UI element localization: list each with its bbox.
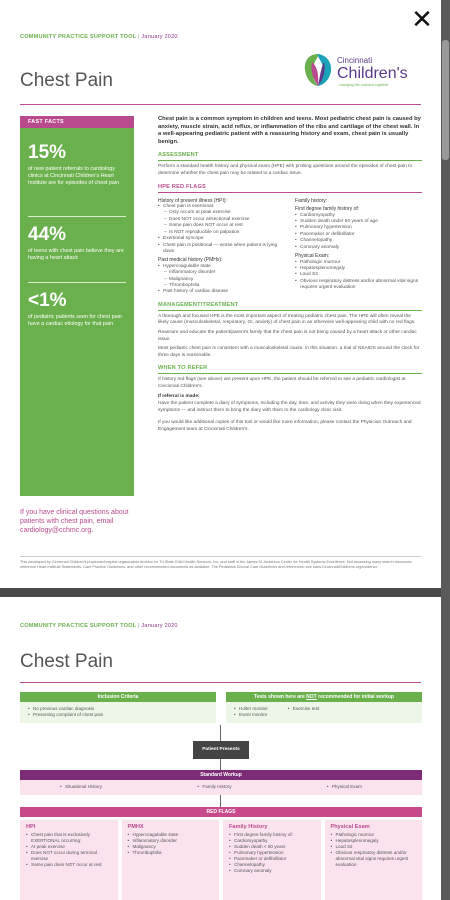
inclusion-criteria-box: [20, 692, 216, 723]
red-flag-column: [122, 820, 220, 900]
red-flag-item: • Chest pain is exertional:: [158, 204, 285, 210]
red-flag-item: • Channelopathy: [295, 238, 422, 244]
workup-item: • Family History: [197, 784, 231, 790]
red-flag-item: – Malignancy: [158, 277, 285, 283]
management-paragraph: Most pediatric chest pain is consistent with a musculoskeletal cause. In this situation, a trial of NSAIDS around the clock for three days is reasonable.: [158, 346, 420, 358]
main-content-column: [158, 116, 422, 434]
title-divider: [20, 682, 421, 683]
fact-number: 44%: [28, 224, 67, 245]
red-flag-subheading: First degree family history of:: [295, 206, 360, 213]
tests-list: [226, 702, 422, 723]
red-flag-column-item: • First degree family history of:: [229, 832, 315, 838]
red-flag-column-heading: Family History: [229, 824, 268, 830]
page-footnote: This developed by Cincinnati Children's physician/hospital organization division for Tri-State Child Health Services, Inc. and staff in the James M. Anderson Center for Health Systems Excellence. Not assessing many search resources: reference Heart Institute Statements, Care Practice Guidelines, and other recommended documents as available. The Pediatrics Clinical Care Guidelines and references: see www.CincinnatiChildrens.org/evidence.: [20, 556, 421, 570]
red-flag-subheading: Past medical history (PMHx):: [158, 257, 223, 264]
red-flag-item: • Pathologic murmur: [295, 260, 422, 266]
test-item: • Event monitor: [234, 712, 268, 718]
inclusion-list: [20, 702, 216, 723]
eyebrow-date: January 2020: [141, 623, 178, 629]
eyebrow-date: January 2020: [141, 34, 178, 40]
page-eyebrow: [20, 34, 178, 40]
red-flag-column-item: • Sudden death < 50 years: [229, 844, 315, 850]
red-flag-column-item: • Pacemaker or defibrillator: [229, 856, 315, 862]
workup-item: • Physical Exam: [327, 784, 362, 790]
red-flag-item: • Loud S2: [295, 272, 422, 278]
vertical-scrollbar[interactable]: [441, 0, 450, 900]
red-flag-column-item: • Channelopathy: [229, 862, 315, 868]
fact-divider: [28, 216, 126, 217]
scrollbar-thumb[interactable]: [442, 40, 449, 160]
management-paragraph: A thorough and focused HPE is the most important aspect of treating pediatric chest pain. The HPE will often reveal the likely cause (musculoskeletal, respiratory, GI, anxiety) of chest pain in an otherwise well-appearing child with no red flags.: [158, 313, 416, 326]
fast-facts-heading: FAST FACTS: [20, 116, 134, 128]
flow-connector: [220, 725, 221, 741]
assessment-heading: ASSESSMENT: [158, 152, 422, 161]
red-flag-item: • Coronary anomaly: [295, 245, 422, 251]
intro-paragraph: Chest pain is a common symptom in children and teens. Most pediatric chest pain is caused by anxiety, muscle strain, acid reflux, or inflammation of the ribs and cartilage of the chest wall. In a well-appearing pediatric patient with a reassuring history and exam, chest pain is usually benign.: [158, 116, 421, 145]
tests-heading-pre: Tests shown here are: [254, 694, 307, 700]
fact-number: 15%: [28, 142, 67, 163]
red-flag-item: – Inflammatory disorder: [158, 270, 285, 276]
test-item: • Exercise test: [288, 706, 319, 712]
cincinnati-childrens-logo: [303, 52, 421, 92]
red-flags-left-column: [158, 196, 285, 296]
red-flag-column-item: • Obvious respiratory distress and/or abnormal vital signs requires urgent evaluation: [331, 850, 417, 868]
red-flag-column-heading: Physical Exam: [330, 824, 370, 830]
red-flag-column-item: • Coronary anomaly: [229, 868, 315, 874]
eyebrow-separator: |: [137, 34, 140, 40]
fact-text: of teens with chest pain believe they are having a heart attack: [28, 248, 124, 261]
fact-item-1: [28, 142, 128, 187]
document-page-2: [0, 597, 441, 900]
red-flag-item: – Is NOT reproducible on palpation: [158, 230, 285, 236]
fact-item-2: [28, 224, 128, 262]
red-flag-item: • Exertional syncope: [158, 236, 285, 242]
red-flag-column-item: • Loud S2: [331, 844, 417, 850]
red-flag-subheading: Family history:: [295, 197, 328, 204]
eyebrow-separator: |: [137, 623, 140, 629]
refer-heading: WHEN TO REFER: [158, 365, 422, 374]
management-paragraph: Reassure and educate the patient/parent's family that the chest pain is not being caused by a heart attack or other cardiac issue.: [158, 330, 417, 342]
eyebrow-tool-name: COMMUNITY PRACTICE SUPPORT TOOL: [20, 34, 137, 40]
logo-line-2: Children's: [337, 65, 408, 82]
red-flag-item: – Does NOT occur at/sectional exercise: [158, 217, 285, 223]
fact-divider: [28, 282, 126, 283]
test-item: • Holter monitor: [234, 706, 268, 712]
tests-heading: [226, 692, 422, 702]
standard-workup-heading: Standard Workup: [20, 770, 422, 780]
assessment-text: Perform a standard health history and physical exam (HPE) with probing questions around the episodes of chest pain to determine whether the chest pain may be related to a cardiac issue.: [158, 164, 413, 176]
workup-list: [20, 780, 422, 795]
title-divider: [20, 104, 421, 105]
red-flag-column-item: • Thrombophilia: [128, 850, 214, 856]
red-flag-column-item: • Chest pain that is exclusively EXERTIONAL occurring:: [26, 832, 112, 844]
red-flag-item: • Past history of cardiac disease: [158, 289, 285, 295]
fast-facts-panel: [20, 116, 134, 496]
tests-heading-post: recommended for initial workup: [316, 694, 394, 700]
red-flag-column-item: • Pathologic murmur: [331, 832, 417, 838]
tests-not-recommended-box: [226, 692, 422, 723]
red-flags-bar: RED FLAGS: [20, 807, 422, 817]
red-flag-column-item: • Does NOT occur during terminal exercise: [26, 850, 112, 862]
flow-connector: [220, 795, 221, 807]
red-flag-column: [223, 820, 321, 900]
logo-line-1: Cincinnati: [337, 56, 373, 65]
red-flag-item: – Same pain does NOT occur at rest: [158, 223, 285, 229]
red-flag-subheading: Physical Exam:: [295, 253, 330, 259]
red-flags-heading: HPE RED FLAGS: [158, 184, 422, 193]
inclusion-heading: Inclusion Criteria: [20, 692, 216, 702]
page-title: Chest Pain: [20, 70, 113, 91]
red-flag-column-item: • Cardiomyopathy: [229, 838, 315, 844]
close-button[interactable]: ✕: [411, 5, 433, 35]
refer-paragraph: If history red flags (see above) are present upon HPE, the patient should be referred to see a pediatric cardiologist at Cincinnati Children's.: [158, 377, 406, 389]
red-flag-column-item: • At peak exercise: [26, 844, 112, 850]
red-flag-item: • Hypercoagulable state: [158, 264, 285, 270]
red-flag-column: [20, 820, 118, 900]
standard-workup-box: [20, 770, 422, 795]
red-flag-column: [325, 820, 423, 900]
logo-mark-icon: [303, 52, 333, 88]
red-flag-column-item: • Inflammatory disorder: [128, 838, 214, 844]
flow-connector: [220, 759, 221, 770]
logo-tagline: changing the outcome together: [339, 83, 389, 87]
red-flag-column-item: • Pulmonary hypertension: [229, 850, 315, 856]
red-flag-item: • Hepatosplenomegaly: [295, 266, 422, 272]
red-flag-item: • Pulmonary hypertension: [295, 225, 422, 231]
red-flags-grid: [158, 196, 422, 296]
referral-paragraph: Have the patient complete a diary of symptoms, including the day, time, and activity they were doing when they experienced symptoms — and instruct them to bring the diary with them to the cardiology clinic visit.: [158, 401, 421, 413]
red-flags-right-column: [295, 196, 422, 296]
red-flag-column-item: • Hypercoagulable state: [128, 832, 214, 838]
fact-number: <1%: [28, 290, 67, 311]
red-flag-column-heading: PMHX: [127, 824, 144, 830]
red-flag-item: • Chest pain is positional — worse when patient is lying down: [158, 243, 285, 256]
fact-text: of pediatric patients seen for chest pain have a cardiac etiology for that pain: [28, 314, 122, 327]
page-eyebrow: [20, 623, 178, 629]
red-flag-item: • Obvious respiratory distress and/or abnormal vital signs requires urgent evaluation: [295, 279, 422, 292]
red-flag-item: • Pacemaker or defibrillator: [295, 232, 422, 238]
red-flags-columns: [20, 820, 422, 900]
contact-note: If you have clinical questions about patients with chest pain, email cardiology@cchmc.org.: [20, 509, 129, 534]
red-flag-subheading: History of present illness (HPI):: [158, 197, 227, 204]
red-flags-box: [20, 807, 422, 900]
page-title: Chest Pain: [20, 651, 113, 672]
fact-item-3: [28, 290, 128, 328]
referral-subheading: If referral is made:: [158, 393, 200, 399]
tests-heading-emphasis: NOT: [306, 694, 317, 700]
red-flag-column-item: • Same pain does NOT occur at rest: [26, 862, 112, 868]
red-flag-item: – Thrombophilia: [158, 283, 285, 289]
patient-presents-node: Patient Presents: [193, 741, 249, 759]
inclusion-item: • Presenting complaint of chest pain: [28, 712, 208, 718]
red-flag-item: – Only occurs at peak exercise: [158, 210, 285, 216]
red-flag-item: • Cardiomyopathy: [295, 213, 422, 219]
fact-text: of new patient referrals to cardiology clinics at Cincinnati Children's Heart Institute are for episodes of chest pain: [28, 166, 120, 186]
closing-paragraph: If you would like additional copies of this tool or would like more information, please contact the Physician Outreach and Engagement team at Cincinnati Children's.: [158, 420, 412, 432]
eyebrow-tool-name: COMMUNITY PRACTICE SUPPORT TOOL: [20, 623, 137, 629]
inclusion-item: • No previous cardiac diagnosis: [28, 706, 208, 712]
red-flag-item: • Sudden death under 50 years of age: [295, 219, 422, 225]
red-flag-column-item: • Malignancy: [128, 844, 214, 850]
workup-item: • Situational History: [60, 784, 102, 790]
red-flag-column-item: • Hepatosplenomegaly: [331, 838, 417, 844]
red-flag-column-heading: HPI: [26, 824, 36, 830]
management-heading: MANAGEMENT/TREATMENT: [158, 302, 422, 311]
